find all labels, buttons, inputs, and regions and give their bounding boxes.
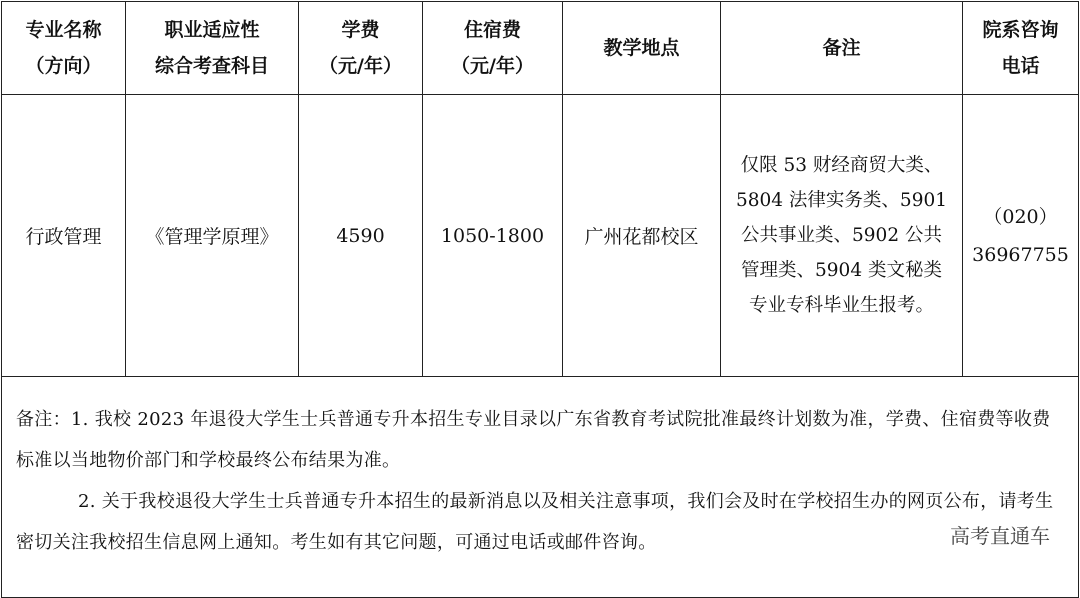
cell-remarks: 仅限 53 财经商贸大类、 5804 法律实务类、5901 公共事业类、5902 公共 管理类、5904 类文秘类 专业专科毕业生报考。 <box>721 95 963 377</box>
footnote-paragraph-2: 2. 关于我校退役大学生士兵普通专升本招生的最新消息以及相关注意事项，我们会及时在学校招生办的网页公布，请考生密切关注我校招生信息网上通知。考生如有其它问题，可通过电话或邮件咨询。 <box>16 491 1054 553</box>
header-tuition: 学费 （元/年） <box>299 2 423 95</box>
footnote-paragraph-1: 备注：1. 我校 2023 年退役大学生士兵普通专升本招生专业目录以广东省教育考试院批准最终计划数为准，学费、住宿费等收费标准以当地物价部门和学校最终公布结果为准。 <box>16 409 1051 471</box>
header-phone: 院系咨询 电话 <box>963 2 1079 95</box>
cell-phone: （020） 36967755 <box>963 95 1079 377</box>
admission-table <box>1 1 1079 598</box>
footnote-row <box>2 377 1079 598</box>
header-row <box>2 2 1079 95</box>
cell-tuition: 4590 <box>299 95 423 377</box>
cell-major: 行政管理 <box>2 95 126 377</box>
header-remarks: 备注 <box>721 2 963 95</box>
cell-subject: 《管理学原理》 <box>126 95 299 377</box>
header-location: 教学地点 <box>563 2 721 95</box>
footnote-cell <box>2 377 1079 598</box>
watermark: 高考直通车 <box>948 520 1052 549</box>
cell-location: 广州花都校区 <box>563 95 721 377</box>
cell-dorm-fee: 1050-1800 <box>423 95 563 377</box>
header-major: 专业名称 （方向） <box>2 2 126 95</box>
header-subject: 职业适应性 综合考查科目 <box>126 2 299 95</box>
table-row <box>2 95 1079 377</box>
header-dorm-fee: 住宿费 （元/年） <box>423 2 563 95</box>
